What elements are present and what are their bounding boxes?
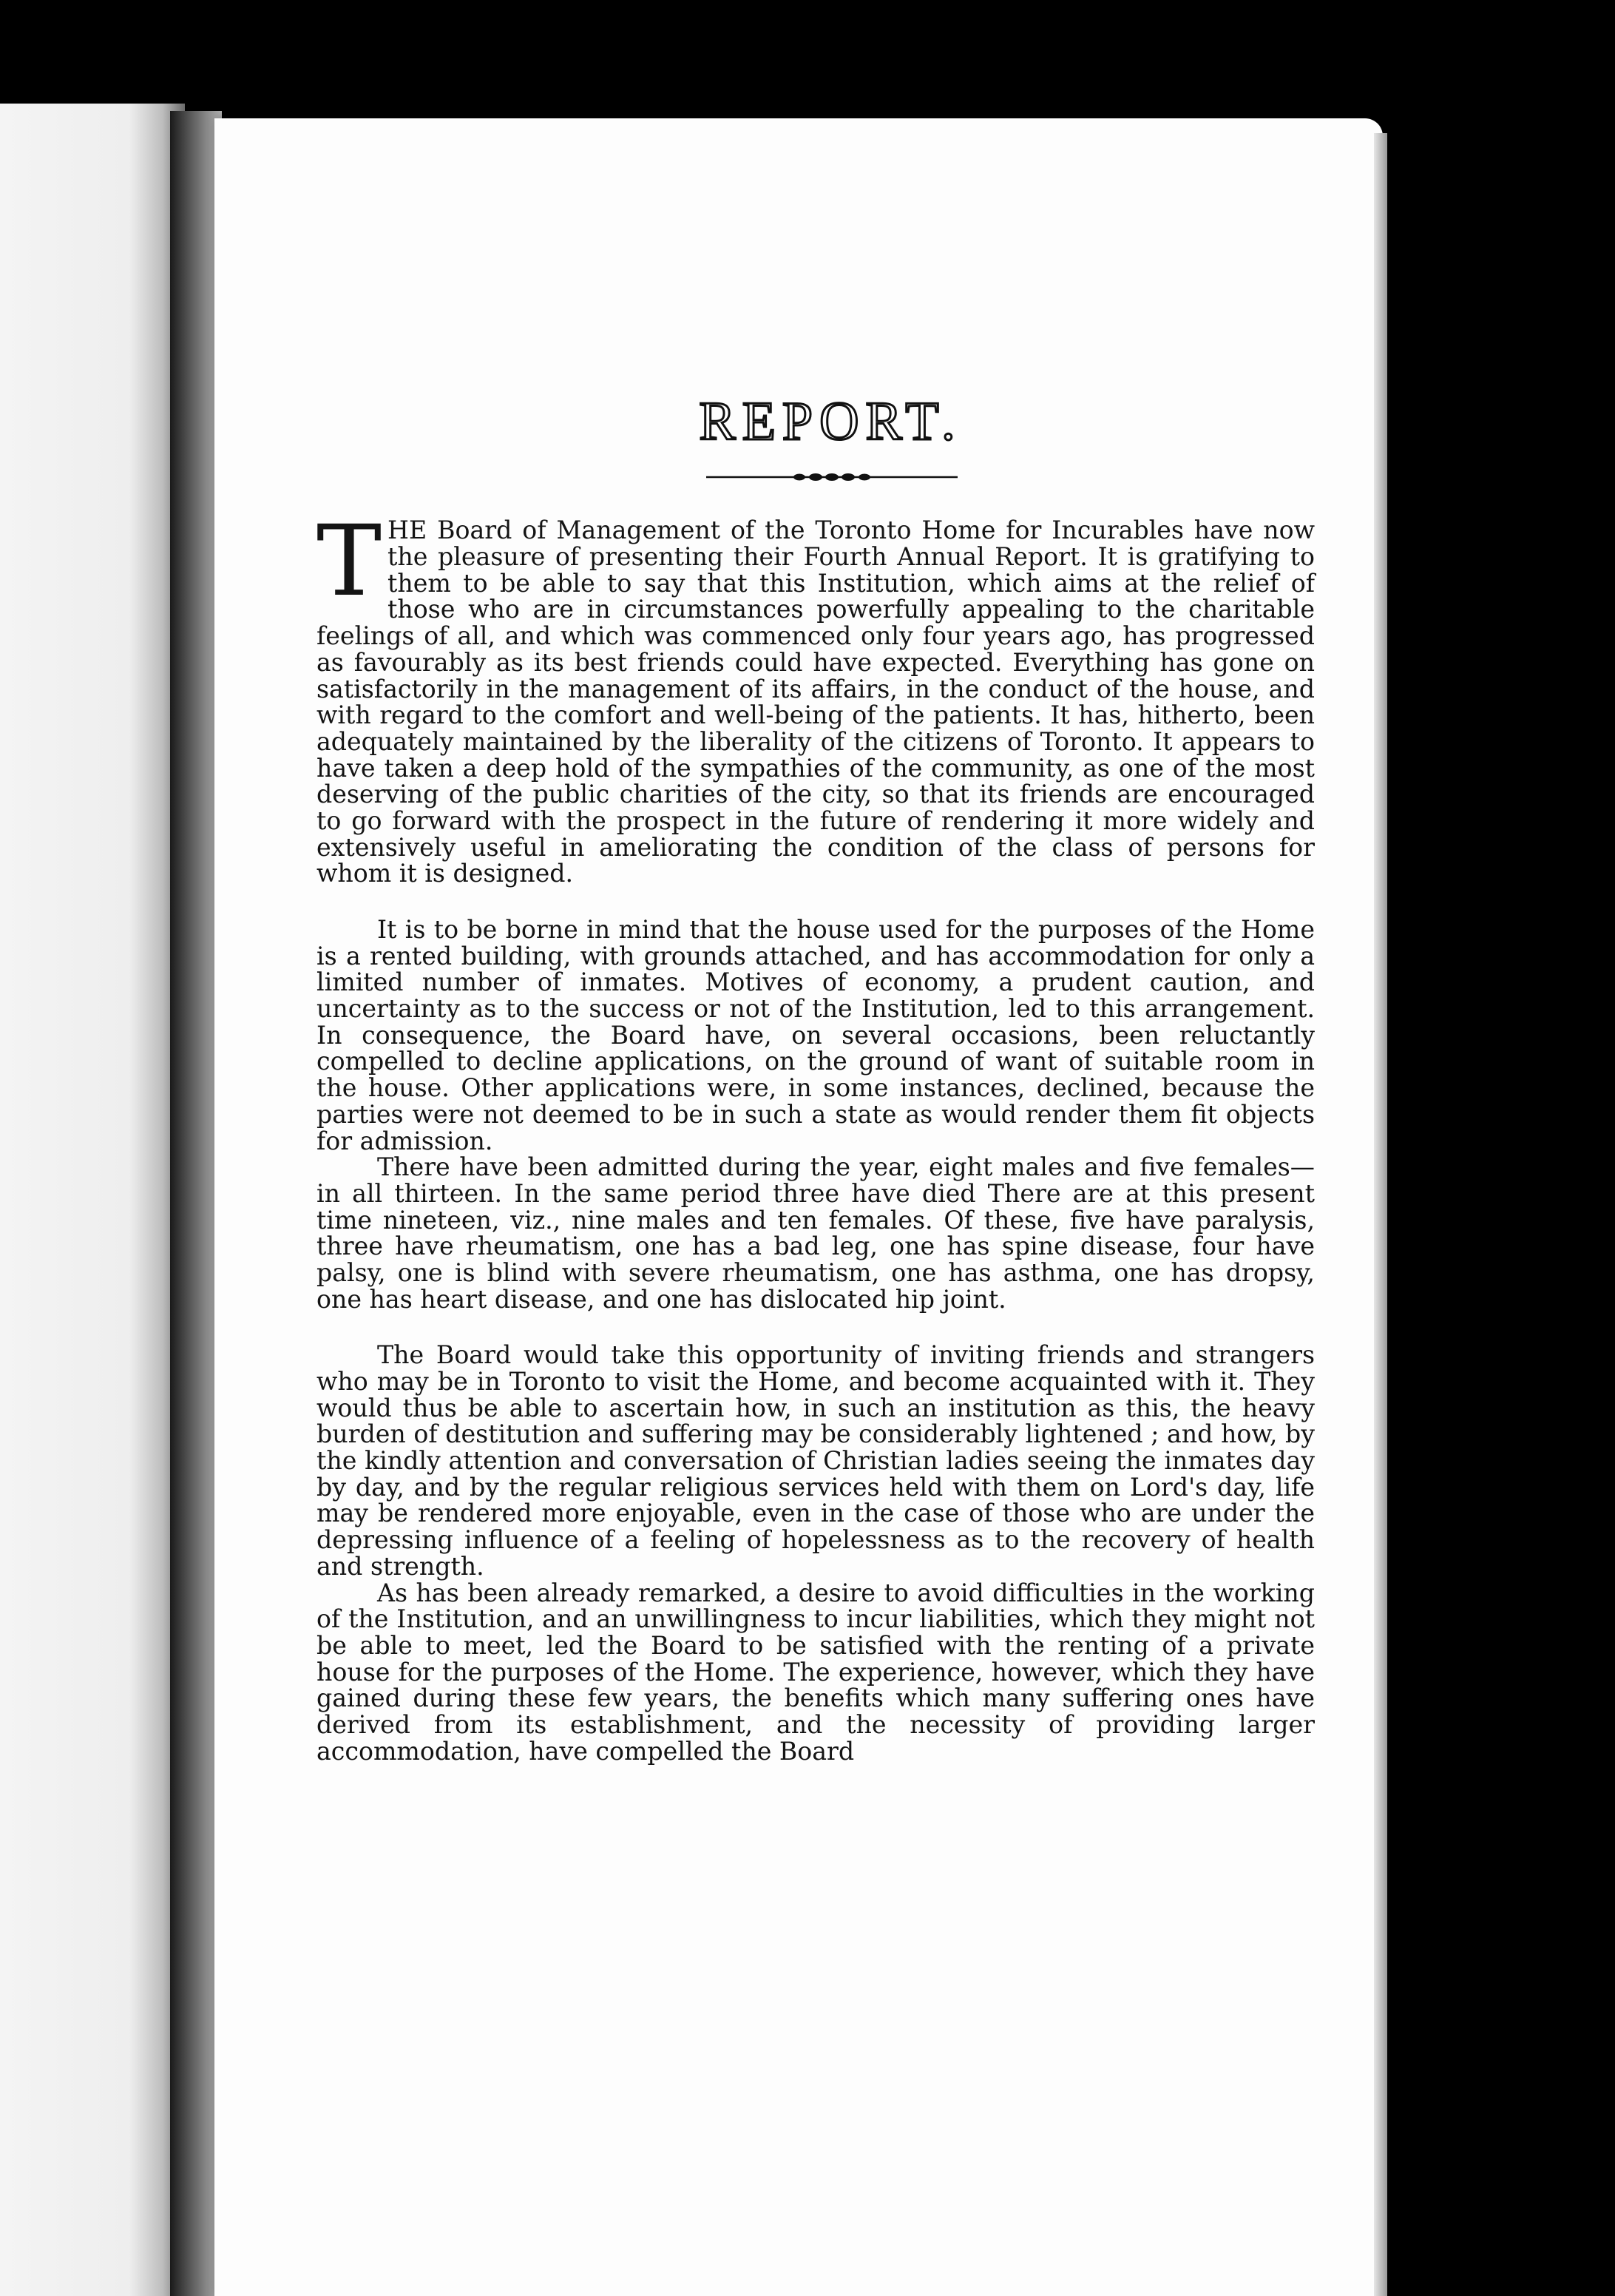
title-ornament-rule — [674, 470, 958, 484]
page-content — [316, 392, 1315, 1764]
paragraph-admissions: There have been admitted during the year, eight males and five females—in all thirteen. In the same period three have died There are at this present time nineteen, viz., nine males and ten females. Of these, five have paralysis, three have rheumatism, one has a bad leg, one has spine disease, four have palsy, one is blind with severe rheumatism, one has asthma, one has dropsy, one has heart disease, and one has dislocated hip joint. — [316, 1152, 1315, 1314]
paragraph-experience: As has been already remarked, a desire to avoid difficulties in the working of the Institution, and an unwillingness to incur liabilities, which they might not be able to meet, led the Board to be satisfied with the renting of a private house for the purposes of the Home. The experience, however, which they have gained during these few years, the benefits which many suffering ones have derived from its establishment, and the necessity of providing larger accommodation, have compelled the Board — [316, 1578, 1315, 1766]
report-title: REPORT. — [699, 391, 962, 452]
paragraph-opening: THE Board of Management of the Toronto Home for Incurables have now the pleasure of presenting their Fourth Annual Report. It is gratifying to them to be able to say that this Institution, which aims at the relief of those who are in circumstances powerfully appealing to the charitable feelings of all, and which was commenced only four years ago, has progressed as favourably as its best friends could have expected. Everything has gone on satisfactorily in the management of its affairs, in the conduct of the house, and with regard to the comfort and well-being of the patients. It has, hitherto, been adequately maintained by the liberality of the citizens of Toronto. It appears to have taken a deep hold of the sympathies of the community, as one of the most deserving of the public charities of the city, so that its friends are encouraged to go forward with the prospect in the future of rendering it more widely and extensively useful in ameliorating the condition of the class of persons for whom it is designed. — [316, 504, 1315, 888]
facing-page-edge — [0, 104, 185, 2296]
page-fore-edge — [1374, 133, 1387, 2296]
paragraph-invitation: The Board would take this opportunity of inviting friends and strangers who may be in Toronto to visit the Home, and become acquainted with it. They would thus be able to ascertain how, in such an institution as this, the heavy burden of destitution and suffering may be considerably lightened ; and how, by the kindly attention and conversation of Christian ladies seeing the inmates day by day, and by the regular religious services held with them on Lord's day, life may be rendered more enjoyable, even in the case of those who are under the depressing influence of a feeling of hopelessness as to the recovery of health and strength. — [316, 1340, 1315, 1581]
paragraph-rented-building: It is to be borne in mind that the house used for the purposes of the Home is a rented building, with grounds attached, and has accommodation for only a limited number of inmates. Motives of economy, a prudent caution, and uncertainty as to the success or not of the Institution, led to this arrangement. In consequence, the Board have, on several occasions, been reluctantly compelled to decline applications, on the ground of want of suitable room in the house. Other applications were, in some instances, declined, because the parties were not deemed to be in such a state as would render them fit objects for admission. — [316, 915, 1315, 1155]
